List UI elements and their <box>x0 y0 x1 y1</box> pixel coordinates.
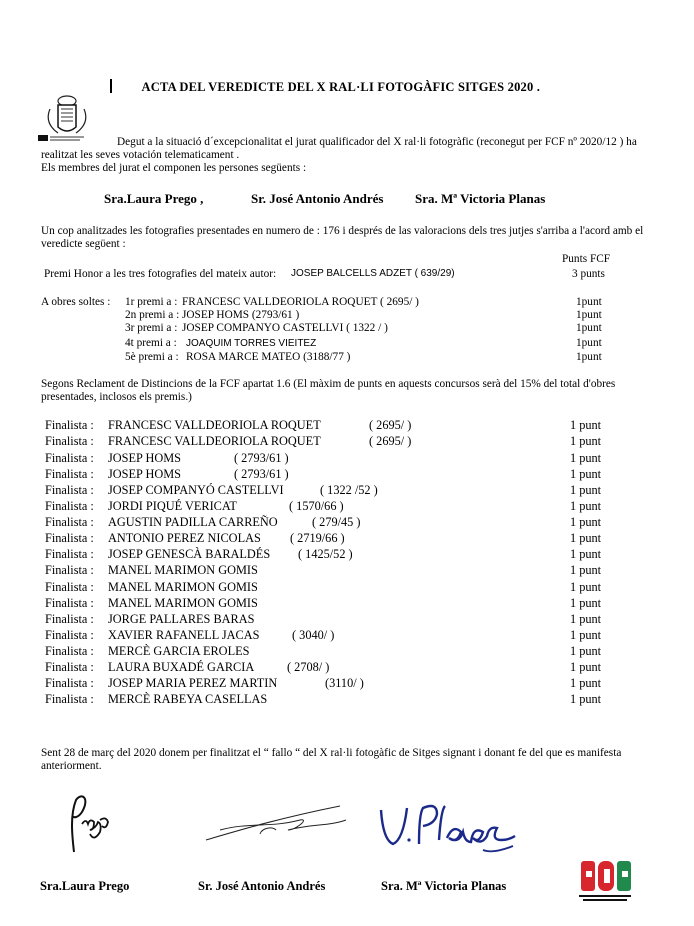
finalist-name: LAURA BUXADÉ GARCIA <box>108 660 255 674</box>
finalist-label: Finalista : <box>45 692 94 706</box>
finalist-name: AGUSTIN PADILLA CARREÑO <box>108 515 278 529</box>
finalist-label: Finalista : <box>45 418 94 432</box>
intro-line-3: Els membres del jurat el componen les persones següents : <box>41 162 307 174</box>
finalist-label: Finalista : <box>45 467 94 481</box>
finalist-label: Finalista : <box>45 483 94 497</box>
signature-name-2: Sr. José Antonio Andrés <box>198 879 326 893</box>
signature-name-3: Sra. Mª Victoria Planas <box>381 879 507 893</box>
prize-points: 1punt <box>576 322 602 334</box>
finalist-label: Finalista : <box>45 515 94 529</box>
finalist-name: MERCÈ RABEYA CASELLAS <box>108 692 268 706</box>
jury-member-1: Sra.Laura Prego , <box>104 191 204 206</box>
finalist-code: ( 1425/52 ) <box>298 547 353 561</box>
finalist-name: MANEL MARIMON GOMIS <box>108 596 258 610</box>
finalist-points: 1 punt <box>570 467 602 481</box>
finalist-code: ( 2719/66 ) <box>290 531 345 545</box>
finalist-name: MERCÈ GARCIA EROLES <box>108 644 250 658</box>
prize-rank: 2n premi a : <box>125 309 180 321</box>
finalist-points: 1 punt <box>570 628 602 642</box>
finalist-points: 1 punt <box>570 580 602 594</box>
finalist-points: 1 punt <box>570 563 602 577</box>
analysis-line-1: Un cop analitzades les fotografies presentades en numero de : 176 i després de las valoracions dels tres jutjes s'arriba a l'acord amb el <box>41 225 644 237</box>
finalist-code: (3110/ ) <box>325 676 364 690</box>
finalist-name: JOSEP GENESCÀ BARALDÉS <box>108 547 271 561</box>
fcf-logo-icon <box>575 857 635 907</box>
prize-name: JOSEP HOMS (2793/61 ) <box>182 309 300 321</box>
signature-planas <box>375 800 535 862</box>
finalist-name: JORDI PIQUÉ VERICAT <box>108 499 237 513</box>
finalist-points: 1 punt <box>570 418 602 432</box>
signature-name-1: Sra.Laura Prego <box>40 879 130 893</box>
finalist-name: MANEL MARIMON GOMIS <box>108 580 258 594</box>
prize-rank: 1r premi a : <box>125 296 178 308</box>
prize-name: JOSEP COMPANYO CASTELLVI ( 1322 / ) <box>182 322 388 334</box>
finalist-label: Finalista : <box>45 660 94 674</box>
document-title <box>110 79 540 95</box>
finalist-points: 1 punt <box>570 515 602 529</box>
finalist-points: 1 punt <box>570 676 602 690</box>
finalist-points: 1 punt <box>570 612 602 626</box>
finalist-label: Finalista : <box>45 563 94 577</box>
title-rule <box>110 79 112 93</box>
finalist-code: ( 2695/ ) <box>369 418 412 432</box>
prize-rank: 3r premi a : <box>125 322 178 334</box>
finalist-points: 1 punt <box>570 451 602 465</box>
finalist-code: ( 1322 /52 ) <box>320 483 378 497</box>
prize-name: JOAQUIM TORRES VIEITEZ <box>186 338 317 349</box>
finalist-points: 1 punt <box>570 692 602 706</box>
finalist-code: ( 3040/ ) <box>292 628 335 642</box>
finalist-name: JOSEP HOMS <box>108 467 182 481</box>
finalist-code: ( 2708/ ) <box>287 660 330 674</box>
finalist-label: Finalista : <box>45 676 94 690</box>
finalist-label: Finalista : <box>45 531 94 545</box>
finalist-label: Finalista : <box>45 644 94 658</box>
finalist-points: 1 punt <box>570 483 602 497</box>
jury-member-3: Sra. Mª Victoria Planas <box>415 191 546 206</box>
finalist-code: ( 2793/61 ) <box>234 451 289 465</box>
points-header: Punts FCF <box>562 253 611 265</box>
signature-prego <box>60 790 120 860</box>
finalist-name: FRANCESC VALLDEORIOLA ROQUET <box>108 434 321 448</box>
prize-points: 1punt <box>576 351 602 363</box>
finalist-code: ( 2695/ ) <box>369 434 412 448</box>
finalist-name: FRANCESC VALLDEORIOLA ROQUET <box>108 418 321 432</box>
jury-member-2: Sr. José Antonio Andrés <box>251 191 384 206</box>
analysis-line-2: veredicte segϋent : <box>41 238 126 250</box>
finalist-name: XAVIER RAFANELL JACAS <box>108 628 260 642</box>
finalist-label: Finalista : <box>45 434 94 448</box>
finalist-points: 1 punt <box>570 434 602 448</box>
reglament-line-2: presentades, inclosos els premis.) <box>41 391 192 403</box>
finalist-points: 1 punt <box>570 531 602 545</box>
finalist-name: ANTONIO PEREZ NICOLAS <box>108 531 261 545</box>
prize-name: ROSA MARCE MATEO (3188/77 ) <box>186 351 351 363</box>
prize-points: 1punt <box>576 309 602 321</box>
finalist-code: ( 279/45 ) <box>312 515 361 529</box>
prize-points: 1punt <box>576 296 602 308</box>
finalist-points: 1 punt <box>570 644 602 658</box>
finalist-label: Finalista : <box>45 596 94 610</box>
intro-line-2: realitzat les seves votación telematicament . <box>41 149 240 161</box>
intro-line-1: Degut a la situació d´excepcionalitat el jurat qualificador del X ral·li fotogràfic (reconegut per FCF nº 2020/12 ) ha <box>117 136 637 148</box>
prize-name: FRANCESC VALLDEORIOLA ROQUET ( 2695/ ) <box>182 296 419 308</box>
finalist-label: Finalista : <box>45 612 94 626</box>
reglament-line-1: Segons Reclament de Distincions de la FCF apartat 1.6 (El màxim de punts en aquests concursos serà del 15% del total d'obres <box>41 378 616 390</box>
closing-line-1: Sent 28 de març del 2020 donem per finalitzat el “ fallo “ del X ral·li fotogàfic de Sitges signant i donant fe del que es manifesta <box>41 747 622 759</box>
signature-andres <box>200 800 350 845</box>
honor-points: 3 punts <box>572 268 605 280</box>
finalist-points: 1 punt <box>570 547 602 561</box>
finalist-name: JOSEP COMPANYÓ CASTELLVI <box>108 483 284 497</box>
town-seal-icon <box>36 95 98 143</box>
finalist-code: ( 1570/66 ) <box>289 499 344 513</box>
prize-points: 1punt <box>576 337 602 349</box>
finalist-name: JORGE PALLARES BARAS <box>108 612 255 626</box>
honor-name: JOSEP BALCELLS ADZET ( 639/29) <box>291 268 455 279</box>
finalist-label: Finalista : <box>45 451 94 465</box>
document-title-text: ACTA DEL VEREDICTE DEL X RAL·LI FOTOGÀFIC SITGES 2020 . <box>141 80 541 94</box>
finalist-points: 1 punt <box>570 499 602 513</box>
finalist-label: Finalista : <box>45 628 94 642</box>
obres-label: A obres soltes : <box>41 296 111 308</box>
prize-rank: 5è premi a : <box>125 351 179 363</box>
honor-label: Premi Honor a les tres fotografies del mateix autor: <box>44 268 277 280</box>
finalist-name: MANEL MARIMON GOMIS <box>108 563 258 577</box>
finalist-code: ( 2793/61 ) <box>234 467 289 481</box>
finalist-points: 1 punt <box>570 596 602 610</box>
prize-rank: 4t premi a : <box>125 337 177 349</box>
finalist-label: Finalista : <box>45 547 94 561</box>
finalist-name: JOSEP MARIA PEREZ MARTIN <box>108 676 278 690</box>
finalist-label: Finalista : <box>45 499 94 513</box>
finalist-name: JOSEP HOMS <box>108 451 182 465</box>
finalist-points: 1 punt <box>570 660 602 674</box>
closing-line-2: anteriorment. <box>41 760 102 772</box>
finalist-label: Finalista : <box>45 580 94 594</box>
